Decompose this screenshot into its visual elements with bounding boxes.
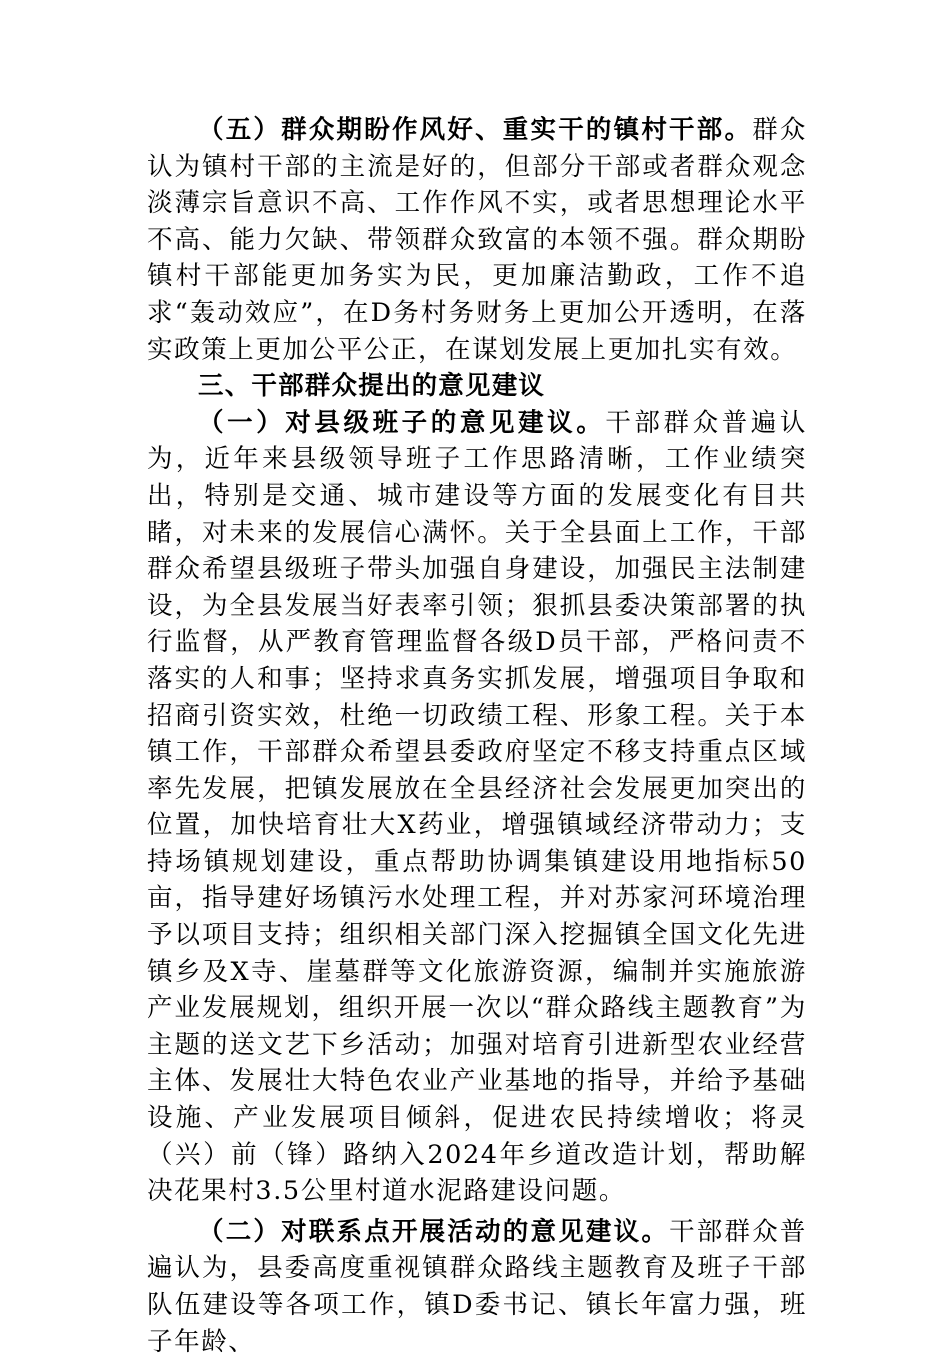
- paragraph-lead: （五）群众期盼作风好、重实干的镇村干部。: [198, 115, 753, 145]
- paragraph-county-leadership-suggestions: [147, 405, 807, 1210]
- document-page: [147, 112, 807, 1360]
- paragraph-body: 干部群众普遍认为，近年来县级领导班子工作思路清晰，工作业绩突出，特别是交通、城市建设等方面的发展变化有目共睹，对未来的发展信心满怀。关于全县面上工作，干部群众希望县级班子带头加强自身建设，加强民主法制建设，为全县发展当好表率引领；狠抓县委决策部署的执行监督，从严教育管理监督各级D员干部，严格问责不落实的人和事；坚持求真务实抓发展，增强项目争取和招商引资实效，杜绝一切政绩工程、形象工程。关于本镇工作，干部群众希望县委政府坚定不移支持重点区域率先发展，把镇发展放在全县经济社会发展更加突出的位置，加快培育壮大X药业，增强镇域经济带动力；支持场镇规划建设，重点帮助协调集镇建设用地指标50亩，指导建好场镇污水处理工程，并对苏家河环境治理予以项目支持；组织相关部门深入挖掘镇全国文化先进镇乡及X寺、崖墓群等文化旅游资源，编制并实施旅游产业发展规划，组织开展一次以“群众路线主题教育”为主题的送文艺下乡活动；加强对培育引进新型农业经营主体、发展壮大特色农业产业基地的指导，并给予基础设施、产业发展项目倾斜，促进农民持续增收；将灵（兴）前（锋）路纳入2024年乡道改造计划，帮助解决花果村3.5公里村道水泥路建设问题。: [147, 407, 807, 1207]
- paragraph-body: 干部群众普遍认为，县委高度重视镇群众路线主题教育及班子干部队伍建设等各项工作，镇D委书记、镇长年富力强，班子年龄、: [147, 1216, 807, 1357]
- paragraph-lead: （二）对联系点开展活动的意见建议。: [198, 1216, 670, 1247]
- paragraph-body: 群众认为镇村干部的主流是好的，但部分干部或者群众观念淡薄宗旨意识不高、工作作风不实，或者思想理论水平不高、能力欠缺、带领群众致富的本领不强。群众期盼镇村干部能更加务实为民，更加廉洁勤政，工作不追求“轰动效应”，在D务村务财务上更加公开透明，在落实政策上更加公平公正，在谋划发展上更加扎实有效。: [147, 115, 807, 365]
- section-heading: 三、干部群众提出的意见建议: [198, 371, 546, 402]
- paragraph-lead: （一）对县级班子的意见建议。: [198, 407, 606, 438]
- paragraph-contact-point-suggestions: [147, 1214, 807, 1360]
- paragraph-cadre-expectations: [147, 112, 807, 368]
